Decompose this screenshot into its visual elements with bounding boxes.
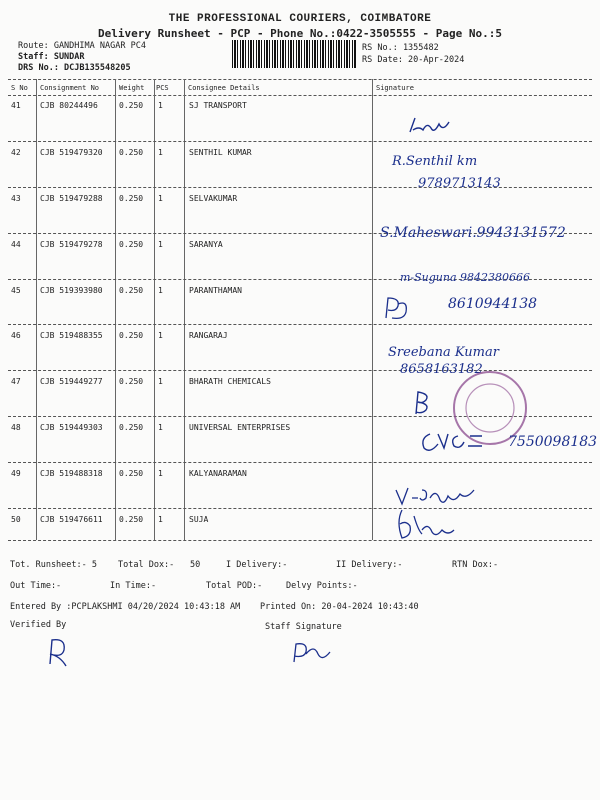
delvy-points: Delvy Points:- [286,581,358,591]
row-pcs: 1 [158,423,163,432]
row-sno: 41 [11,101,21,110]
row-weight: 0.250 [119,286,144,295]
barcode [232,40,356,68]
row-consignment: CJB 519476611 [40,515,103,524]
total-dox-label: Total Dox:- [118,560,175,570]
signature-row-50 [392,506,462,548]
signature-row-43: S.Maheswari.9943131572 [380,225,566,241]
row-divider [8,187,592,188]
row-sno: 47 [11,377,21,386]
table-top-rule [8,79,592,80]
out-time: Out Time:- [10,581,62,591]
table-bottom-rule [8,540,592,541]
row-consignment: CJB 519449277 [40,377,103,386]
column-divider [154,79,155,540]
row-weight: 0.250 [119,331,144,340]
row-sno: 46 [11,331,21,340]
col-header-consignment: Consignment No [40,84,100,92]
row-consignment: CJB 519479278 [40,240,103,249]
row-pcs: 1 [158,331,163,340]
row-consignee: SUJA [189,515,209,524]
row-sno: 45 [11,286,21,295]
printed-on: Printed On: 20-04-2024 10:43:40 [260,602,419,612]
row-consignment: CJB 519449303 [40,423,103,432]
column-divider [372,79,373,540]
staff-signature-label: Staff Signature [265,622,342,632]
row-consignment: CJB 519479288 [40,194,103,203]
row-pcs: 1 [158,148,163,157]
phone-row-42: 9789713143 [418,176,501,191]
row-consignee: PARANTHAMAN [189,286,242,295]
col-header-pcs: PCS [156,84,169,92]
row-weight: 0.250 [119,515,144,524]
row-sno: 49 [11,469,21,478]
row-consignee: RANGARAJ [189,331,228,340]
col-header-sno: S No [11,84,28,92]
in-time: In Time:- [110,581,157,591]
row-weight: 0.250 [119,240,144,249]
col-header-weight: Weight [119,84,145,92]
entered-by: Entered By :PCPLAKSHMI 04/20/2024 10:43:18 AM [10,602,241,612]
row-consignment: CJB 80244496 [40,101,98,110]
row-pcs: 1 [158,515,163,524]
verified-by-label: Verified By [10,620,67,630]
row-consignee: BHARATH CHEMICALS [189,377,271,386]
row-divider [8,324,592,325]
row-weight: 0.250 [119,148,144,157]
signature-row-48 [418,428,518,460]
row-sno: 48 [11,423,21,432]
row-pcs: 1 [158,286,163,295]
rtn-dox: RTN Dox:- [452,560,499,570]
route-label: Route: GANDHIMA NAGAR PC4 [18,41,146,51]
signature-row-44: m-Suguna 9842380666 [400,271,531,284]
signature-row-41 [405,112,465,142]
total-runsheet: Tot. Runsheet:- 5 [10,560,97,570]
total-pod: Total POD:- [206,581,263,591]
row-consignee: SELVAKUMAR [189,194,238,203]
row-sno: 44 [11,240,21,249]
i-delivery: I Delivery:- [226,560,288,570]
row-pcs: 1 [158,469,163,478]
row-consignment: CJB 519479320 [40,148,103,157]
row-sno: 43 [11,194,21,203]
row-consignment: CJB 519488355 [40,331,103,340]
staff-signature [288,638,338,668]
row-weight: 0.250 [119,469,144,478]
row-divider [8,141,592,142]
row-pcs: 1 [158,240,163,249]
row-divider [8,508,592,509]
phone-row-46: 8658163182 [400,362,483,377]
row-consignee: SENTHIL KUMAR [189,148,252,157]
signature-row-42: R.Senthil km [392,154,478,169]
company-name: THE PROFESSIONAL COURIERS, COIMBATORE [168,13,432,25]
row-weight: 0.250 [119,423,144,432]
column-divider [115,79,116,540]
phone-row-48: 7550098183 [508,434,598,450]
row-consignee: SARANYA [189,240,223,249]
row-sno: 50 [11,515,21,524]
row-weight: 0.250 [119,377,144,386]
runsheet-subtitle: Delivery Runsheet - PCP - Phone No.:0422-3505555 - Page No.:5 [98,27,502,40]
row-consignment: CJB 519488318 [40,469,103,478]
staff-label: Staff: SUNDAR [18,52,85,62]
row-weight: 0.250 [119,101,144,110]
row-pcs: 1 [158,194,163,203]
row-sno: 42 [11,148,21,157]
column-divider [36,79,37,540]
col-header-signature: Signature [376,84,414,92]
initials-row-47 [410,390,440,418]
row-consignee: KALYANARAMAN [189,469,247,478]
row-pcs: 1 [158,101,163,110]
row-consignee: SJ TRANSPORT [189,101,247,110]
row-consignee: UNIVERSAL ENTERPRISES [189,423,291,432]
verifier-signature [40,636,74,668]
ii-delivery: II Delivery:- [336,560,403,570]
row-divider [8,462,592,463]
total-dox-value: 50 [190,560,201,570]
signature-row-46: Sreebana Kumar [388,345,499,360]
rs-number: RS No.: 1355482 [362,43,439,53]
row-weight: 0.250 [119,194,144,203]
row-pcs: 1 [158,377,163,386]
col-header-consignee: Consignee Details [188,84,260,92]
initials-row-45 [382,294,422,324]
phone-row-45: 8610944138 [448,296,538,312]
table-header-rule [8,95,592,96]
drs-number: DRS No.: DCJB135548205 [18,63,131,73]
rs-date: RS Date: 20-Apr-2024 [362,55,465,65]
row-consignment: CJB 519393980 [40,286,103,295]
column-divider [184,79,185,540]
